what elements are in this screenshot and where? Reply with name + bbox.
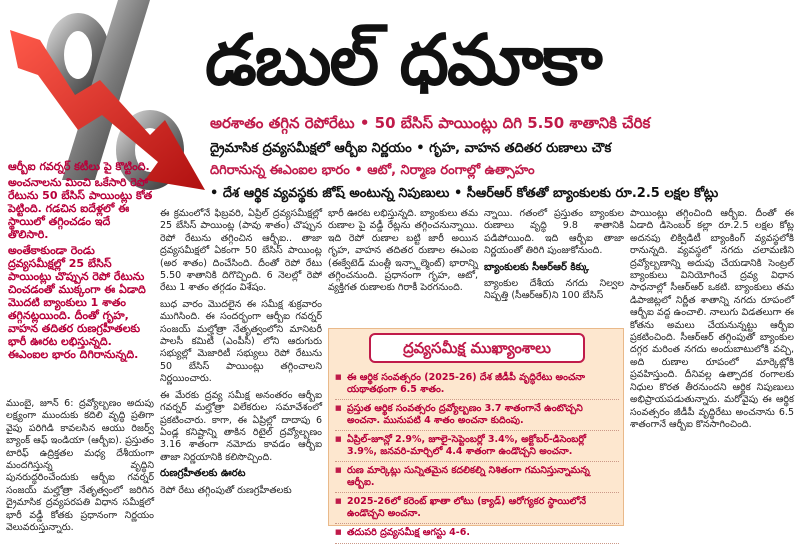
headline: డబుల్ ధమాకా [205, 19, 601, 101]
highlights-title: ద్రవ్యసమీక్ష ముఖ్యాంశాలు [369, 333, 585, 363]
article-paragraph: ఈ మేరకు ద్రవ్య సమీక్ష అనంతరం ఆర్బీఐ గవర్నర్ మల్హోత్రా విలేకరుల సమావేశంలో ప్రకటించారు. కాగా, ఈ ఏప్రిల్లో దాదాపు 6 ఏండ్ల కనిష్టాన్ని తాకిన రిటైల్ ద్రవ్యోల్బణం 3.16 శాతంగా నమోదు కావడం ఆర్బీఐ తాజా నిర్ణయానికి కలిసొచ్చింది. [160, 389, 322, 463]
highlights-box [328, 328, 624, 538]
subheading: రుణగ్రహీతలకు ఊరట [160, 468, 246, 480]
deck-line-1: అరశాతం తగ్గిన రెపోరేటు • 50 బేసిస్ పాయింట్లు దిగి 5.50 శాతానికి చేరిక [210, 114, 651, 132]
article-paragraph: పాయింట్లు తగ్గించింది ఆర్బీఐ. దీంతో ఈ ఏడాది డిసెంబర్ కల్లా రూ.2.5 లక్షల కోట్ల అదనపు లిక్విడిటీ బ్యాంకింగ్ వ్యవస్థలోకి రానున్నది. వ్యవస్థలో నగదు చలామణిని ద్రవ్యోల్బణాన్ని అదుపు చేయడానికి సెంట్రల్ బ్యాంకులు వినియోగించే ద్రవ్య విధాన సాధనాల్లో సీఆర్ఆర్ ఒకటి. బ్యాంకులు తమ డిపాజిట్లలో నిర్ణీత శాతాన్ని నగదు రూపంలో ఆర్బీఐ వద్ద ఉంచాలి. నాలుగు విడతలుగా ఈ కోతను అమలు చేయనున్నట్టు ఆర్బీఐ ప్రకటించింది. సీఆర్ఆర్ తగ్గింపుతో బ్యాంకుల దగ్గర మరింత నగదు అందుబాటులోకి వచ్చి, అది రుణాల రూపంలో మార్కెట్లోకి ప్రవహిస్తుంది. దీనివల్ల ఉత్పాదక రంగాలకు నిధుల కొరత తీరనుందని ఆర్థిక నిపుణులు అభిప్రాయపడుతున్నారు. మరోవైపు ఈ ఆర్థిక సంవత్సరం జీడీపీ వృద్ధిరేటు అంచనాను 6.5 శాతంగానే ఆర్బీఐ కొనసాగించింది. [630, 208, 794, 430]
article-paragraph: రెపో రేటు తగ్గింపుతో రుణగ్రహీతలకు [160, 484, 292, 496]
intro-paragraph: అంచనాలను మించి ఒకేసారి రెపో రేటును 50 బేసిస్ పాయింట్లు కోత పెట్టింది. గడచిన ఐదేళ్లలో ఈ స్థాయిలో తగ్గించడం ఇదే తొలిసారి. [8, 176, 153, 241]
list-item: ■ 2025-26లో కరెంట్ ఖాతా లోటు (క్యాడ్) ఆరోగ్యకర స్థాయిలోనే ఉండొచ్చని అంచనా. [335, 493, 619, 524]
list-item: ■ ఏప్రిల్-జూన్లో 2.9%, జూలై-సెప్టెంబర్లో 3.4%, అక్టోబర్-డిసెంబర్లో 3.9%, జనవరి-మార్చిలో 4.4 శాతంగా ఉండొచ్చని అంచనా. [335, 431, 619, 462]
article-paragraph: బ్యాంకుల దేశీయ నగదు నిల్వల నిష్పత్తి (సీఆర్ఆర్)ని 100 బేసిస్ [484, 278, 624, 302]
list-item: ■ ప్రస్తుత ఆర్థిక సంవత్సరం ద్రవ్యోల్బణం 3.7 శాతంగానే ఉంటొచ్చని అంచనా. మునుపటి 4 శాతం అంచనా కుదింపు. [335, 400, 619, 431]
article-paragraph: భారీ ఊరట లభిస్తున్నది. బ్యాంకులు తమ రుణాల పై వడ్డీ రేట్లను తగ్గించనున్నాయి. ఇది రెపో రుణాల బట్టి జారీ అయిన గృహ, వాహన తదితర రుణాల ఈఎంఐ (ఈక్వేటెడ్ మంత్లీ ఇన్స్టాల్మెంట్) భారాన్ని తగ్గించనుంది. ప్రధానంగా గృహ, ఆటో, వ్యక్తిగత రుణాలకు గిరాకీ పెరగనుంది. [328, 208, 478, 294]
article-paragraph: ముంబై, జూన్ 6: ద్రవ్యోల్బణం అదుపు లక్ష్యంగా ముందుకు కదిలి వృద్ధి ప్రతిగా వైపు పరిగిడి కావలసిన ఆయు రిజర్వ్ బ్యాంక్ ఆఫ్ ఇండియా (ఆర్బీఐ). ప్రస్తుతం టారిఫ్ ఉద్రిక్తతల మధ్య దేశీయంగా మందగిస్తున్న వృద్ధిని పునరుద్ధరించేందుకు ఆర్బీఐ గవర్నర్ సంజయ్ మల్హోత్రా నేతృత్వంలో జరిగిన ద్రైమాసిక ద్రవ్యపరపతి విధాన సమీక్షలో భారీ వడ్డీ కోతకు ప్రధానంగా నిర్ణయం వెలువరుస్తున్నారు. [6, 398, 154, 534]
article-paragraph: బుధ వారం మొదలైన ఈ సమీక్ష శుక్రవారం ముగిసింది. ఈ సందర్భంగా ఆర్బీఐ గవర్నర్ సంజయ్ మల్హోత్రా నేతృత్వంలోని మానిటరీ పాలసీ కమిటీ (ఎంపీసీ) లోని ఆరుగురు సభ్యుల్లో మెజారిటీ సభ్యులు రెపో రేటును 50 బేసిస్ పాయింట్లు తగ్గించాలని నిర్ణయించారు. [160, 298, 322, 385]
intro-paragraph: అంతేకాకుండా రెండు ద్రవ్యసమీక్షల్లో 25 బేసిస్ పాయింట్లు చొప్పున రెపో రేటును చించడంతో ముక్కంగా ఈ ఏడాది మొదటి బ్యాంకులు 1 శాతం తగ్గినట్లయింది. దీంతో గృహ, వాహన తదితర రుణగ్రహీతలకు భారీ ఊరట లభిస్తున్నది. ఈఎంఐల భారం దిగిరానున్నది. [8, 244, 146, 361]
list-item: ■ రుణ మార్కెట్లు సున్నితమైన కదలికల్ని నిశితంగా గమనిస్తున్నామన్న ఆర్బీఐ. [335, 462, 619, 493]
article-column-1 [6, 398, 154, 534]
article-paragraph: ఈ క్రమంలోనే ఫిబ్రవరి, ఏప్రిల్ ద్రవ్యసమీక్షల్లో 25 బేసిస్ పాయింట్ల (పావు శాతం) చొప్పున రెపో రేటును తగ్గించిన ఆర్బీఐ.. తాజా ద్రవ్యసమీక్షలో ఏకంగా 50 బేసిస్ పాయింట్ల (అర శాతం) దించేసింది. దీంతో రెపో రేటు 5.50 శాతానికి దిగొచ్చింది. 6 నెలల్లో రెపో రేటు 1 శాతం తగ్గడం విశేషం. [160, 208, 322, 294]
article-column-2 [160, 208, 322, 520]
deck-line-4: • దేశ ఆర్థిక వ్యవస్థకు జోష్ అంటున్న నిపుణులు • సీఆర్ఆర్ కోతతో బ్యాంకులకు రూ.2.5 లక్షల కోట్లు [210, 186, 719, 201]
list-item: ■ తదుపరి ద్రవ్యసమీక్ష ఆగస్టు 4-6. [335, 524, 619, 544]
deck-line-3: దిగిరానున్న ఈఎంఐల భారం • ఆటో, నిర్మాణ రంగాల్లో ఉత్సాహం [210, 163, 535, 178]
article-column-4 [484, 208, 624, 328]
list-item: ■ ఈ ఆర్థిక సంవత్సరం (2025-26) దేశ జీడీపీ వృద్ధిరేటు అంచనా యథాతథంగా 6.5 శాతం. [335, 369, 619, 400]
subheading: బ్యాంకులకు సీఆర్ఆర్ కిక్కు [484, 261, 589, 273]
intro-blurb [8, 160, 153, 390]
article-column-3 [328, 208, 478, 328]
intro-paragraph: ఆర్బీఐ గవర్నర్ కటీలు పై కొట్టింది. [8, 160, 150, 173]
article-paragraph: న్నాయి. గతంలో ప్రస్తుతం బ్యాంకుల రుణాలు వృద్ధి 9.8 శాతానికి పడిపోయింది. ఇది ఆర్బీఐ తాజా నిర్ణయంతో తిరిగి పుంజుకోనుంది. [484, 208, 624, 257]
highlights-list [335, 369, 619, 544]
deck-line-2: ద్రైమాసిక ద్రవ్యసమీక్షలో ఆర్బీఐ నిర్ణయం • గృహ, వాహన తదితర రుణాలు చౌక [210, 141, 612, 156]
article-column-5 [630, 208, 794, 520]
